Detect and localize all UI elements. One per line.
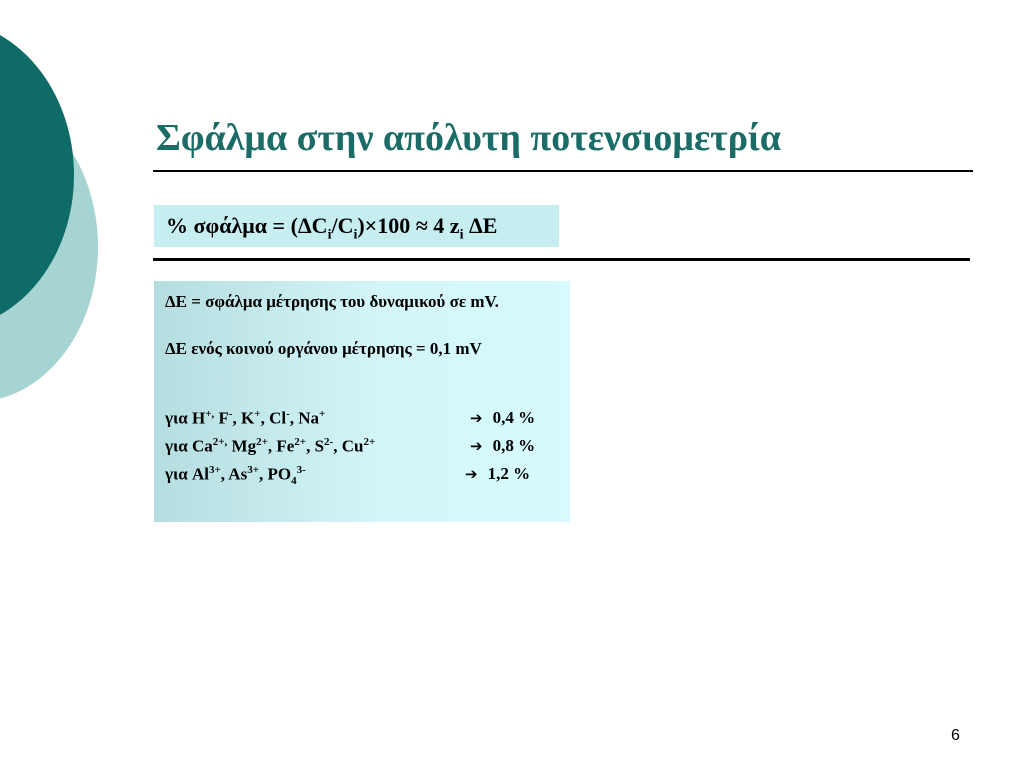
ion-group-row <box>165 464 306 487</box>
ion-symbol: F <box>214 408 229 428</box>
ion-charge: 2- <box>324 436 334 448</box>
ion-charge: 2+ <box>256 436 268 448</box>
row-prefix: για <box>165 464 192 484</box>
ion-charge: - <box>228 408 233 420</box>
arrow-right-icon: ➔ <box>470 437 483 455</box>
ion-charge: 2+ <box>294 436 307 448</box>
error-value: ➔ 0,8 % <box>470 436 536 455</box>
info-box <box>154 281 570 522</box>
instrument-precision: ΔE ενός κοινού οργάνου μέτρησης = 0,1 mV <box>165 339 482 358</box>
ion-symbol: Ca <box>191 436 213 456</box>
formula-box <box>154 205 559 247</box>
ion-symbol: Mg <box>227 436 257 456</box>
error-value: ➔ 1,2 % <box>465 464 531 483</box>
ion-charge: 2+ <box>363 436 376 448</box>
ion-charge: + <box>254 408 261 420</box>
ion-symbol: Al <box>191 464 209 484</box>
ion-symbol: H <box>191 408 206 428</box>
ion-symbol: , Cu <box>333 436 364 456</box>
slide-title: Σφάλμα στην απόλυτη ποτενσιομετρία <box>156 117 782 159</box>
error-formula: % $\sigma\varphi ά\lambda\mu\alpha = (\Delta C_i/C_i)\times 100 \approx 4$ $z_i$ ΔE <box>166 213 498 243</box>
ion-symbol: , PO <box>259 464 292 484</box>
ion-symbol: , Fe <box>267 436 295 456</box>
ion-charge: 2+, <box>212 436 228 448</box>
row-prefix: για <box>165 436 192 456</box>
ion-subscript: 4 <box>291 475 297 488</box>
ion-symbol: , Na <box>289 408 320 428</box>
ion-symbol: , As <box>220 464 248 484</box>
error-value: ➔ 0,4 % <box>470 408 536 427</box>
arrow-right-icon: ➔ <box>465 465 478 483</box>
ion-group-row <box>165 436 375 457</box>
delta-e-definition: ΔE = σφάλμα μέτρησης του δυναμικού σε mV. <box>165 292 499 311</box>
ion-group-row <box>165 408 325 429</box>
ion-charge: 3+ <box>208 464 221 476</box>
page-number: 6 <box>951 727 960 744</box>
ion-charge: + <box>319 408 326 420</box>
ion-charge: 3- <box>296 464 306 476</box>
title-underline <box>153 170 973 172</box>
ion-symbol: , S <box>306 436 325 456</box>
ion-charge: +, <box>205 408 215 420</box>
section-divider <box>153 258 970 261</box>
ion-charge: 3+ <box>247 464 259 476</box>
arrow-right-icon: ➔ <box>470 409 483 427</box>
ion-charge: - <box>286 408 290 420</box>
ion-symbol: , K <box>232 408 255 428</box>
ion-symbol: , Cl <box>260 408 287 428</box>
row-prefix: για <box>165 408 192 428</box>
